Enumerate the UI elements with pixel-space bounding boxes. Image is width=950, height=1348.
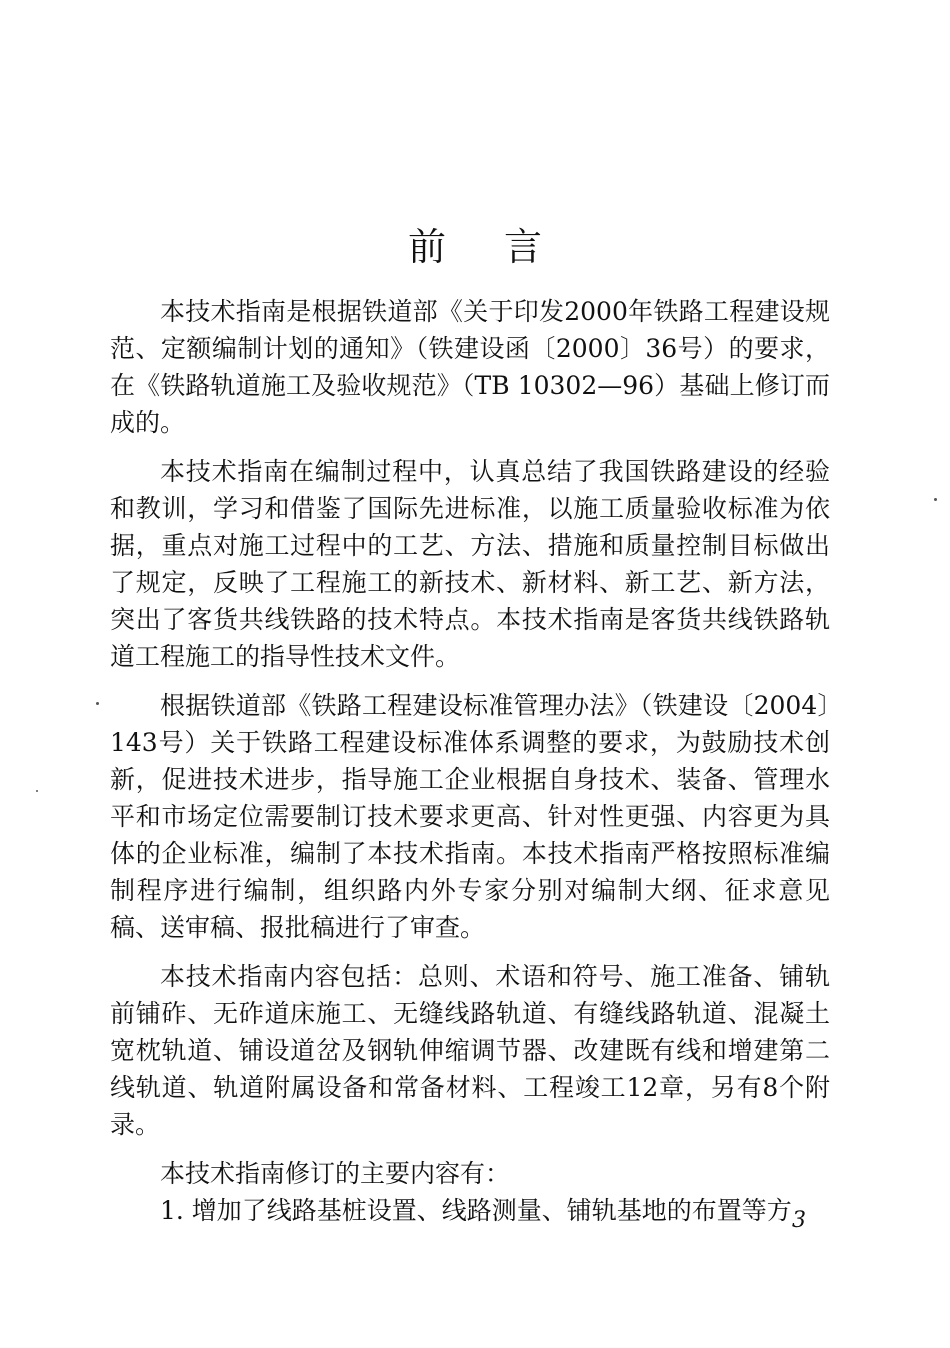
- paragraph-basis: 本技术指南是根据铁道部《关于印发2000年铁路工程建设规范、定额编制计划的通知》（铁建设函〔2000〕36号）的要求，在《铁路轨道施工及验收规范》（TB 10302—96）基础上修订而成的。: [110, 297, 830, 437]
- paragraph-contents: 本技术指南内容包括：总则、术语和符号、施工准备、铺轨前铺砟、无砟道床施工、无缝线路轨道、有缝线路轨道、混凝土宽枕轨道、铺设道岔及钢轨伸缩调节器、改建既有线和增建第二线轨道、轨道附属设备和常备材料、工程竣工12章，另有8个附录。: [110, 962, 830, 1139]
- document-body: [110, 293, 830, 1229]
- paragraph-compilation: 本技术指南在编制过程中，认真总结了我国铁路建设的经验和教训，学习和借鉴了国际先进标准，以施工质量验收标准为依据，重点对施工过程中的工艺、方法、措施和质量控制目标做出了规定，反映了工程施工的新技术、新材料、新工艺、新方法，突出了客货共线铁路的技术特点。本技术指南是客货共线铁路轨道工程施工的指导性技术文件。: [110, 457, 830, 671]
- paragraph-revision-intro: 本技术指南修订的主要内容有：: [160, 1159, 511, 1188]
- paragraph-standards: 根据铁道部《铁路工程建设标准管理办法》（铁建设〔2004〕143号）关于铁路工程建设标准体系调整的要求，为鼓励技术创新，促进技术进步，指导施工企业根据自身技术、装备、管理水平和市场定位需要制订技术要求更高、针对性更强、内容更为具体的企业标准，编制了本技术指南。本技术指南严格按照标准编制程序进行编制，组织路内外专家分别对编制大纲、征求意见稿、送审稿、报批稿进行了审查。: [110, 691, 830, 942]
- scan-speck: [934, 498, 937, 501]
- scan-speck: [96, 702, 99, 705]
- scan-speck: [36, 790, 38, 792]
- page-number: 3: [792, 1208, 806, 1233]
- list-item-revision-1: 1. 增加了线路基桩设置、线路测量、铺轨基地的布置等方: [160, 1196, 792, 1225]
- page-title: 前言: [407, 225, 600, 269]
